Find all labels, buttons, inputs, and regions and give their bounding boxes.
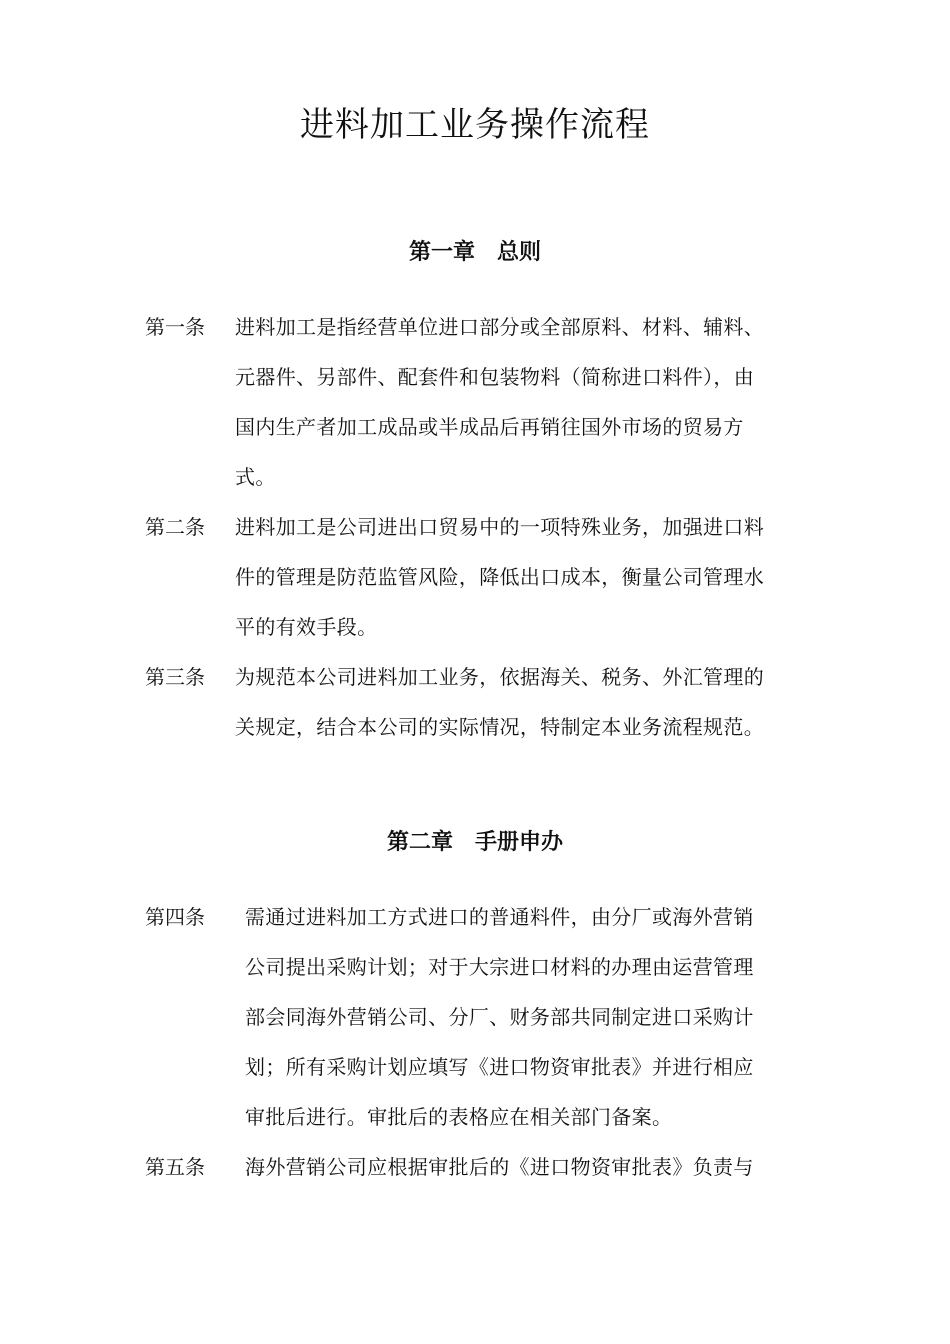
article-line: 进料加工是公司进出口贸易中的一项特殊业务，加强进口料 xyxy=(235,515,765,539)
article-label: 第一条 xyxy=(145,315,205,339)
article-line: 海外营销公司应根据审批后的《进口物资审批表》负责与 xyxy=(245,1155,754,1179)
article-line: 式。 xyxy=(235,465,276,489)
article-line: 元器件、另部件、配套件和包装物料（简称进口料件），由 xyxy=(235,365,755,389)
article-line: 审批后进行。审批后的表格应在相关部门备案。 xyxy=(245,1105,673,1129)
article-line: 划；所有采购计划应填写《进口物资审批表》并进行相应 xyxy=(245,1055,754,1079)
article-line: 关规定，结合本公司的实际情况，特制定本业务流程规范。 xyxy=(235,715,765,739)
article-line: 件的管理是防范监管风险，降低出口成本，衡量公司管理水 xyxy=(235,565,765,589)
article-body xyxy=(235,652,764,752)
article-label: 第五条 xyxy=(145,1155,205,1179)
article-body xyxy=(245,892,754,1142)
document-title: 进料加工业务操作流程 xyxy=(300,105,650,145)
article-label: 第三条 xyxy=(145,665,205,689)
article-body xyxy=(235,502,764,652)
article-label: 第二条 xyxy=(145,515,205,539)
article-line: 进料加工是指经营单位进口部分或全部原料、材料、辅料、 xyxy=(235,315,765,339)
article-line: 国内生产者加工成品或半成品后再销往国外市场的贸易方 xyxy=(235,415,744,439)
article-line: 部会同海外营销公司、分厂、财务部共同制定进口采购计 xyxy=(245,1005,754,1029)
article-line: 需通过进料加工方式进口的普通料件，由分厂或海外营销 xyxy=(245,905,754,929)
article-body xyxy=(235,302,764,502)
article-line: 为规范本公司进料加工业务，依据海关、税务、外汇管理的 xyxy=(235,665,765,689)
article-line: 公司提出采购计划；对于大宗进口材料的办理由运营管理 xyxy=(245,955,754,979)
article-line: 平的有效手段。 xyxy=(235,615,378,639)
article-label: 第四条 xyxy=(145,905,205,929)
article-body xyxy=(245,1142,754,1192)
chapter-title-1: 第一章 总则 xyxy=(408,240,541,265)
chapter-title-2: 第二章 手册申办 xyxy=(386,830,563,855)
